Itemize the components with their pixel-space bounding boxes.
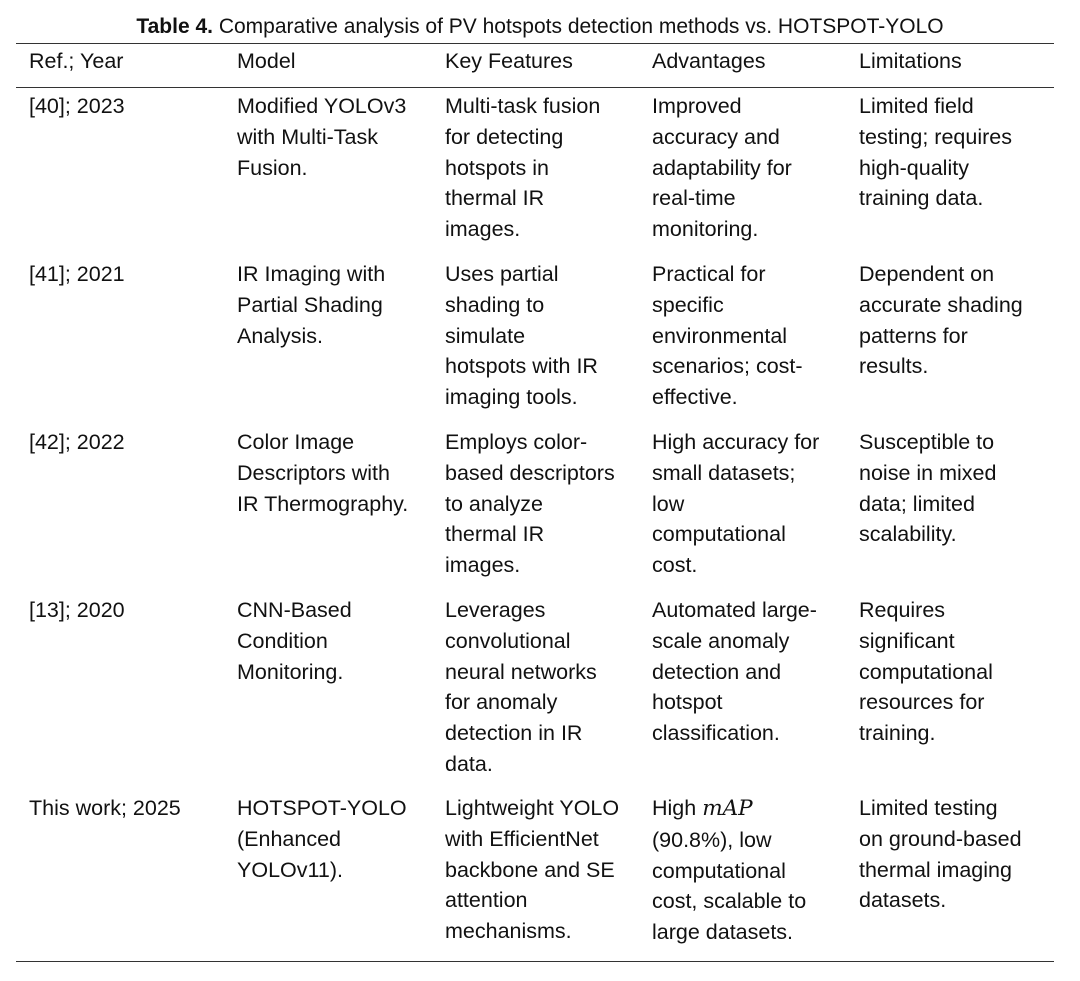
cell-line: hotspot [652,690,723,715]
cell-line: hotspots with IR [445,354,598,379]
cell-model [237,595,433,687]
cell-line: Susceptible to [859,430,995,454]
cell-line: shading to [445,292,545,317]
cell-line: HOTSPOT-YOLO [237,796,407,820]
cell-line: scale anomaly [652,628,790,653]
cell-line: Dependent on [859,262,995,286]
cell-line: effective. [652,385,738,410]
cell-line: attention [445,888,528,913]
cell-line: Automated large- [652,598,817,622]
cell-model [237,427,433,519]
cell-limitations [859,427,1055,550]
column-header-key-features: Key Features [445,49,573,73]
cell-line: datasets. [859,888,947,913]
cell-line: Analysis. [237,323,324,348]
cell-key-features [445,259,643,413]
cell-line: Modified YOLOv3 [237,94,407,118]
cell-line: Limited field [859,94,974,118]
cell-line: patterns for [859,323,968,348]
cell-line: detection in IR [445,721,583,746]
cell-advantages [652,91,850,245]
cell-line: to analyze [445,491,544,516]
cell-line: Leverages [445,598,546,622]
cell-line: data. [445,751,493,776]
cell-limitations [859,91,1055,214]
cell-line: thermal imaging [859,857,1012,882]
cell-advantages [652,793,850,948]
cell-line: Employs color- [445,430,588,454]
cell-line: Monitoring. [237,659,344,684]
column-header-ref-year: Ref.; Year [29,49,124,73]
cell-line: IR Imaging with [237,262,386,286]
table-caption-label: Table 4. [136,15,213,38]
cell-line: Descriptors with [237,460,390,485]
column-header-model: Model [237,49,296,73]
cell-line: images. [445,217,521,242]
cell-key-features [445,427,643,581]
table-bottom-rule [16,961,1054,962]
cell-line: High accuracy for [652,430,820,454]
cell-line: images. [445,553,521,578]
cell-line: Requires [859,598,946,622]
cell-line: with EfficientNet [445,826,599,851]
cell-line: testing; requires [859,124,1012,149]
cell-line: accuracy and [652,124,780,149]
cell-line: YOLOv11). [237,857,343,882]
cell-line: low [652,491,685,516]
cell-line: CNN-Based [237,598,352,622]
cell-line: [42]; 2022 [29,430,125,454]
cell-line: This work; 2025 [29,796,181,820]
cell-line: [41]; 2021 [29,262,125,286]
cell-line: High mAP [652,796,753,821]
cell-line: significant [859,628,955,653]
cell-ref-year [29,91,229,122]
cell-line: results. [859,354,929,379]
cell-advantages [652,259,850,413]
cell-line: Condition [237,628,328,653]
cell-line: Limited testing [859,796,998,820]
table-header-row [0,46,1080,84]
cell-line: training data. [859,186,984,211]
cell-line: computational [859,659,993,684]
cell-line: convolutional [445,628,571,653]
column-header-limitations: Limitations [859,49,962,73]
column-header-advantages: Advantages [652,49,766,73]
cell-line: Multi-task fusion [445,94,601,118]
cell-line: for detecting [445,124,564,149]
cell-advantages [652,427,850,581]
cell-line: large datasets. [652,920,794,945]
cell-line: based descriptors [445,460,615,485]
cell-line: monitoring. [652,217,759,242]
cell-line: small datasets; [652,460,796,485]
cell-line: backbone and SE [445,857,615,882]
cell-line: specific [652,292,724,317]
cell-key-features [445,595,643,780]
cell-line: computational [652,858,786,883]
cell-line: (90.8%), low [652,827,772,852]
cell-key-features [445,91,643,245]
cell-line: (Enhanced [237,826,341,851]
cell-ref-year [29,793,229,824]
cell-limitations [859,259,1055,382]
cell-line: computational [652,522,786,547]
cell-line: hotspots in [445,155,549,180]
cell-model [237,259,433,351]
cell-model [237,793,433,885]
cell-line: scalability. [859,522,957,547]
cell-line: [40]; 2023 [29,94,125,118]
cell-line: scenarios; cost- [652,354,803,379]
cell-ref-year [29,259,229,290]
cell-line: IR Thermography. [237,491,409,516]
cell-line: Improved [652,94,742,118]
cell-line: Partial Shading [237,292,383,317]
cell-line: thermal IR [445,522,545,547]
cell-limitations [859,793,1055,916]
cell-line: simulate [445,323,526,348]
cell-model [237,91,433,183]
cell-line: thermal IR [445,186,545,211]
cell-line: classification. [652,721,780,746]
table-top-rule [16,43,1054,44]
cell-line: on ground-based [859,826,1022,851]
cell-line: adaptability for [652,155,792,180]
cell-line: high-quality [859,155,969,180]
cell-line: Fusion. [237,155,308,180]
cell-line: data; limited [859,491,975,516]
table-caption [0,14,1080,40]
cell-line: training. [859,721,936,746]
cell-line: for anomaly [445,690,558,715]
map-metric-symbol: mAP [702,796,753,821]
cell-limitations [859,595,1055,749]
cell-line: Lightweight YOLO [445,796,620,820]
cell-line: with Multi-Task [237,124,378,149]
cell-line: Uses partial [445,262,559,286]
cell-line: real-time [652,186,736,211]
cell-line: Color Image [237,430,355,454]
table-caption-text: Comparative analysis of PV hotspots detection methods vs. HOTSPOT-YOLO [212,15,944,38]
cell-ref-year [29,427,229,458]
cell-line: environmental [652,323,788,348]
cell-line: [13]; 2020 [29,598,125,622]
table-header-rule [16,87,1054,88]
cell-line: resources for [859,690,985,715]
cell-line: noise in mixed [859,460,997,485]
cell-line: detection and [652,659,782,684]
cell-line: cost. [652,553,698,578]
cell-line: accurate shading [859,292,1023,317]
cell-advantages [652,595,850,749]
cell-ref-year [29,595,229,626]
cell-key-features [445,793,643,947]
cell-line: imaging tools. [445,385,578,410]
cell-line: mechanisms. [445,919,572,944]
cell-line: Practical for [652,262,766,286]
cell-line: cost, scalable to [652,889,807,914]
cell-line: neural networks [445,659,597,684]
